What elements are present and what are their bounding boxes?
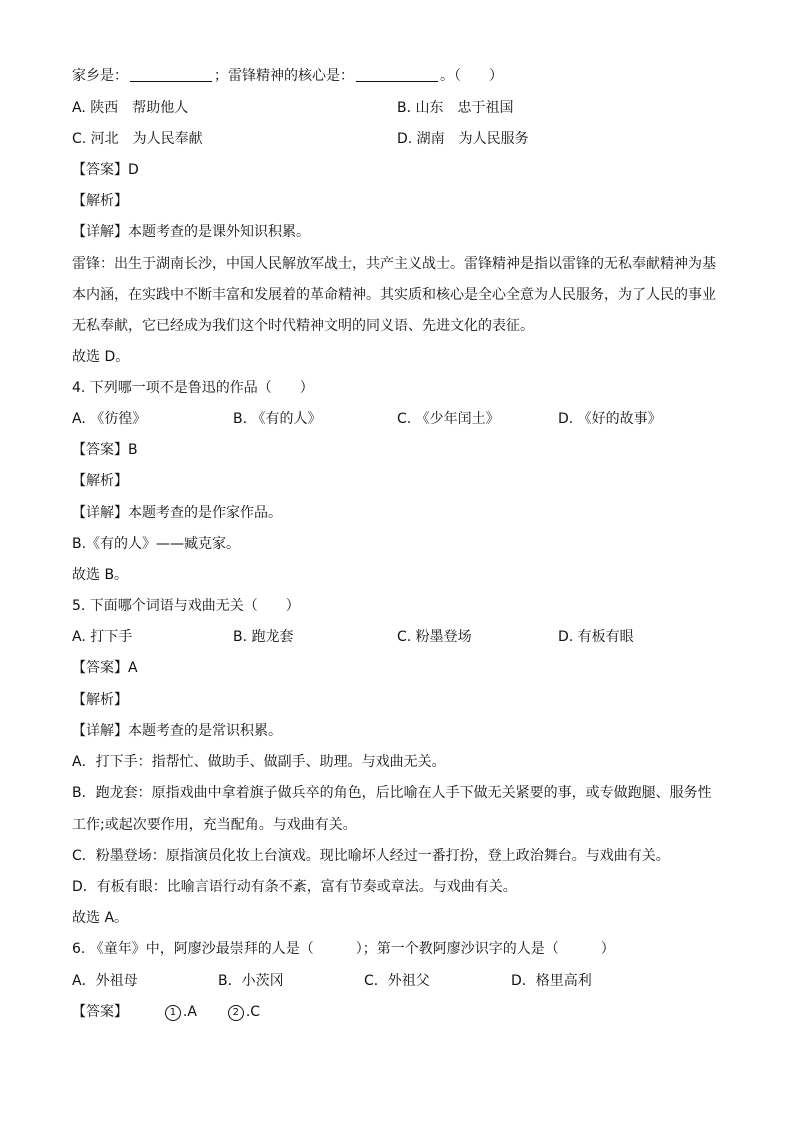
option-a: A．外祖母: [72, 973, 138, 989]
answer-line: 【答案】D: [72, 162, 139, 178]
option-b: B．小茨冈: [218, 973, 284, 989]
detail-line: 【详解】本题考查的是常识积累。: [72, 723, 282, 739]
explanation-line: C．粉墨登场：原指演员化妆上台演戏。现比喻坏人经过一番打扮，登上政治舞台。与戏曲有关。: [72, 848, 670, 864]
option-b: B. 跑龙套: [233, 629, 294, 645]
option-a: A. 《彷徨》: [72, 411, 147, 427]
option-d: D. 湖南 为人民服务: [397, 131, 529, 147]
explanation-line: 无私奉献，它已经成为我们这个时代精神文明的同义语、先进文化的表征。: [72, 318, 534, 334]
stem-part-3: 。（ ）: [440, 68, 503, 84]
stem-part-1: 家乡是：: [72, 68, 128, 84]
question-5-stem: 5. 下面哪个词语与戏曲无关（ ）: [72, 598, 300, 614]
explanation-line: B.《有的人》——臧克家。: [72, 536, 241, 552]
explanation-line: 雷锋：出生于湖南长沙，中国人民解放军战士，共产主义战士。雷锋精神是指以雷锋的无私奉献精神为基: [72, 256, 716, 272]
option-c: C. 《少年闰土》: [397, 411, 500, 427]
question-6-stem: 6. 《童年》中，阿廖沙最崇拜的人是（ ）；第一个教阿廖沙识字的人是（ ）: [72, 941, 615, 957]
detail-line: 【详解】本题考查的是作家作品。: [72, 505, 282, 521]
answer-blank-2: [356, 67, 438, 82]
explanation-line: A．打下手：指帮忙、做助手、做副手、助理。与戏曲无关。: [72, 754, 446, 770]
conclusion-line: 故选 D。: [72, 349, 130, 365]
conclusion-line: 故选 B。: [72, 567, 129, 583]
option-d: D. 有板有眼: [558, 629, 634, 645]
stem-part-2: ；雷锋精神的核心是：: [214, 68, 354, 84]
detail-line: 【详解】本题考查的是课外知识积累。: [72, 224, 310, 240]
explanation-line: 本内涵，在实践中不断丰富和发展着的革命精神。其实质和核心是全心全意为人民服务，为了人民的事业: [72, 287, 716, 303]
explanation-line: D．有板有眼：比喻言语行动有条不紊，富有节奏或章法。与戏曲有关。: [72, 879, 517, 895]
question-3-stem: [72, 66, 503, 86]
analysis-heading: 【解析】: [72, 473, 128, 489]
option-c: C. 粉墨登场: [397, 629, 472, 645]
answer-line: [72, 1002, 260, 1022]
option-b: B. 《有的人》: [233, 411, 322, 427]
analysis-heading: 【解析】: [72, 193, 128, 209]
answer-2: .C: [245, 1004, 261, 1020]
option-d: D．格里高利: [511, 973, 592, 989]
conclusion-line: 故选 A。: [72, 910, 129, 926]
option-b: B. 山东 忠于祖国: [397, 100, 514, 116]
option-c: C．外祖父: [364, 973, 430, 989]
analysis-heading: 【解析】: [72, 692, 128, 708]
circled-number-icon: 1: [165, 1005, 181, 1021]
explanation-line: 工作;或起次要作用，充当配角。与戏曲有关。: [72, 817, 357, 833]
circled-number-icon: 2: [228, 1005, 244, 1021]
option-c: C. 河北 为人民奉献: [72, 131, 203, 147]
option-a: A. 陕西 帮助他人: [72, 100, 189, 116]
answer-label: 【答案】: [72, 1004, 128, 1020]
question-4-stem: 4. 下列哪一项不是鲁迅的作品（ ）: [72, 380, 314, 396]
answer-line: 【答案】B: [72, 442, 138, 458]
option-a: A. 打下手: [72, 629, 133, 645]
answer-blank-1: [130, 67, 212, 82]
explanation-line: B．跑龙套：原指戏曲中拿着旗子做兵卒的角色，后比喻在人手下做无关紧要的事，或专做跑腿、服务性: [72, 785, 712, 801]
option-d: D. 《好的故事》: [558, 411, 662, 427]
answer-line: 【答案】A: [72, 660, 138, 676]
answer-1: .A: [182, 1004, 197, 1020]
